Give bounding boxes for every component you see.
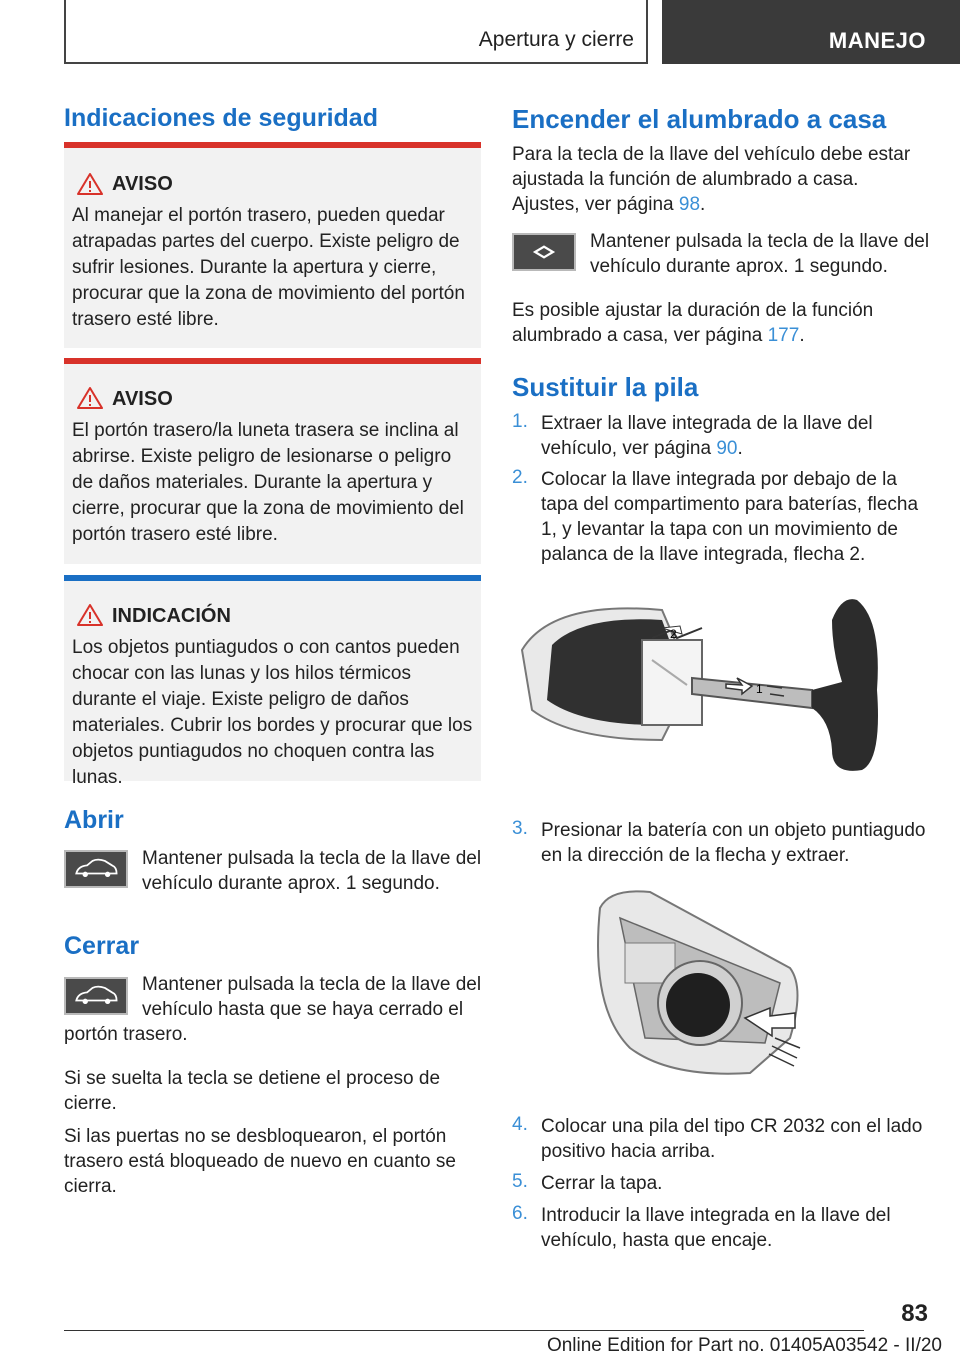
- warning-triangle-icon: [77, 603, 103, 627]
- page-link[interactable]: 98: [678, 194, 701, 215]
- diamond-key-button-icon: [512, 233, 576, 271]
- step-number: 2.: [512, 467, 528, 488]
- close-text: vehículo hasta que se haya cerrado el: [142, 999, 464, 1020]
- open-text: Mantener pulsada la tecla de la llave del vehículo durante aprox. 1 segundo.: [142, 848, 482, 894]
- figure-label: 1: [756, 682, 763, 696]
- step-number: 5.: [512, 1171, 528, 1192]
- warning-triangle-icon: [77, 172, 103, 196]
- footer-rule: [64, 1330, 864, 1331]
- close-paragraph: Si se suelta la tecla se detiene el proceso de cierre.: [64, 1068, 441, 1114]
- note-text: Los objetos puntiagudos o con cantos pueden chocar con las lunas y los hilos térmicos durante el viaje. Existe peligro de daños materiales. Cubrir los bordes y procurar que los objetos puntiagudos no choquen contra las lunas.: [72, 637, 473, 788]
- car-key-button-icon: [64, 977, 128, 1015]
- warning-label: AVISO: [112, 173, 173, 195]
- warning-box: [64, 358, 481, 564]
- close-text: Mantener pulsada la tecla de la llave del: [142, 974, 482, 995]
- step-text: Extraer la llave integrada de la llave del vehículo, ver página 90.: [541, 413, 873, 459]
- warning-label: AVISO: [112, 388, 173, 410]
- warning-bar: [64, 142, 481, 148]
- header-frame: [64, 0, 648, 64]
- figure-label: 2: [670, 627, 677, 641]
- battery-heading: Sustituir la pila: [512, 372, 699, 402]
- step-number: 3.: [512, 818, 528, 839]
- section-title: Apertura y cierre: [478, 28, 634, 51]
- close-paragraph: Si las puertas no se desbloquearon, el portón trasero está bloqueado de nuevo en cuanto se cierra.: [64, 1126, 456, 1197]
- home-light-paragraph: Para la tecla de la llave del vehículo debe estar ajustada la función de alumbrado a casa. Ajustes, ver página 98.: [512, 144, 911, 215]
- step-number: 1.: [512, 411, 528, 432]
- home-light-key-text: Mantener pulsada la tecla de la llave del vehículo durante aprox. 1 segundo.: [590, 231, 930, 277]
- warning-triangle-icon: [77, 386, 103, 410]
- home-light-duration: Es posible ajustar la duración de la función alumbrado a casa, ver página 177.: [512, 300, 874, 346]
- step-text: Cerrar la tapa.: [541, 1173, 663, 1194]
- edition-line: Online Edition for Part no. 01405A03542 - II/20: [546, 1335, 942, 1356]
- warning-text: Al manejar el portón trasero, pueden quedar atrapadas partes del cuerpo. Existe peligro de sufrir lesiones. Durante la apertura y cierre, procurar que la zona de movimiento del portón trasero esté libre.: [72, 205, 465, 330]
- page-link[interactable]: 90: [716, 438, 738, 459]
- note-box: [64, 575, 481, 788]
- step-text: Presionar la batería con un objeto puntiagudo en la dirección de la flecha y extraer.: [541, 820, 926, 866]
- battery-compartment-illustration: [590, 888, 810, 1078]
- car-key-button-icon: [64, 850, 128, 888]
- warning-text: El portón trasero/la luneta trasera se inclina al abrirse. Existe peligro de lesionarse o peligro de daños materiales. Durante la apertura y cierre, procurar que la zona de movimiento del portón trasero esté libre.: [72, 420, 464, 545]
- note-label: INDICACIÓN: [112, 605, 231, 627]
- step-text: Colocar una pila del tipo CR 2032 con el lado positivo hacia arriba.: [541, 1116, 923, 1162]
- note-bar: [64, 575, 481, 581]
- step-text: Introducir la llave integrada en la llave del vehículo, hasta que encaje.: [541, 1205, 891, 1251]
- home-light-heading: Encender el alumbrado a casa: [512, 104, 887, 134]
- chapter-tab: [662, 0, 960, 64]
- chapter-title: MANEJO: [828, 28, 926, 53]
- warning-box: [64, 142, 481, 348]
- close-text: portón trasero.: [64, 1024, 188, 1045]
- warning-bar: [64, 358, 481, 364]
- key-fob-lever-illustration: [512, 590, 892, 786]
- page-link[interactable]: 177: [767, 325, 800, 346]
- close-heading: Cerrar: [64, 932, 140, 960]
- step-text: Colocar la llave integrada por debajo de la tapa del compartimento para baterías, flecha 1, y levantar la tapa con un movimiento de palanca de la llave integrada, flecha 2.: [541, 469, 919, 565]
- safety-heading: Indicaciones de seguridad: [64, 104, 378, 132]
- page-number: 83: [901, 1300, 928, 1327]
- open-heading: Abrir: [64, 806, 124, 834]
- step-number: 6.: [512, 1203, 528, 1224]
- step-number: 4.: [512, 1114, 528, 1135]
